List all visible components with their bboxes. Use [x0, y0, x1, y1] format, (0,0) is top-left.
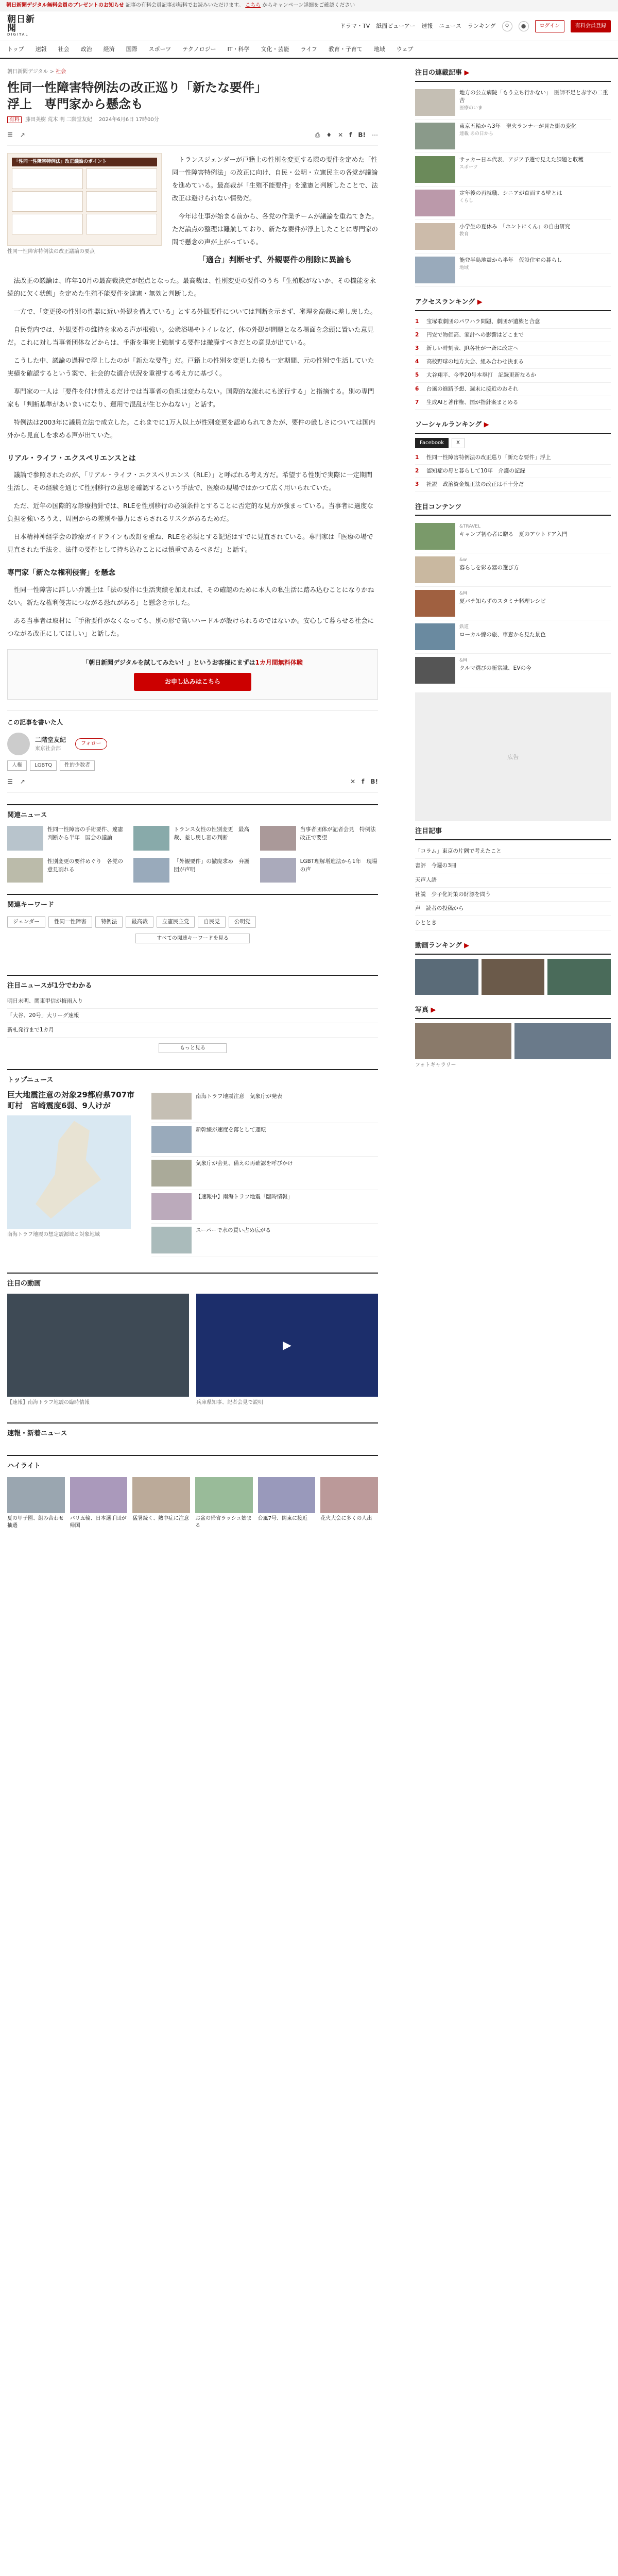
related-card[interactable]: トランス女性の性別変更 最高裁、差し戻し審の判断: [133, 826, 251, 851]
author-role: 東京社会部: [35, 745, 61, 752]
gallery-caption[interactable]: フォトギャラリー: [415, 1062, 456, 1068]
highlight-section: [7, 1455, 378, 1530]
list-item[interactable]: ひととき: [415, 916, 611, 930]
related-card[interactable]: 「外観要件」の撤廃求め 弁護団が声明: [133, 858, 251, 883]
news-line[interactable]: 「大谷、20号」大リーグ速報: [7, 1009, 378, 1023]
tab-x[interactable]: X: [452, 438, 465, 448]
topbar-link[interactable]: こちら: [245, 3, 261, 8]
hatena-icon[interactable]: B!: [358, 131, 366, 139]
ranking-item[interactable]: 7 生成AIと著作権、国が指針案まとめる: [415, 396, 611, 410]
publish-date: 2024年6月6日 17時00分: [98, 116, 159, 123]
tab-facebook[interactable]: Facebook: [415, 438, 449, 448]
social-item[interactable]: 3 社説 政治資金規正法の改正は不十分だ: [415, 478, 611, 492]
article-main: [7, 68, 378, 1530]
content-item[interactable]: &M クルマ選びの新常識、EVの今: [415, 654, 611, 687]
promo-topbar: [0, 0, 618, 11]
list-item[interactable]: 「コラム」東京の片隅で考えたこと: [415, 844, 611, 859]
user-icon[interactable]: ●: [519, 21, 529, 31]
figure-title: 「性同一性障害特例法」改正議論のポイント: [12, 158, 157, 166]
map-caption: 南海トラフ地震の想定震源域と対象地域: [7, 1232, 100, 1238]
nav-item[interactable]: スポーツ: [148, 46, 171, 53]
sidebar-heading: 動画ランキング ▶: [415, 941, 611, 955]
keyword-chip[interactable]: 特例法: [95, 916, 123, 928]
header-link[interactable]: 速報: [421, 22, 433, 29]
more-icon[interactable]: ⋯: [372, 131, 378, 139]
share-bar-bottom: [7, 777, 378, 792]
topbar-lead: 朝日新聞デジタル無料会員のプレゼントのお知らせ: [6, 3, 124, 8]
section-heading: 関連ニュース: [7, 811, 47, 819]
list-item[interactable]: 声 読者の投稿から: [415, 902, 611, 916]
related-card[interactable]: LGBT理解増進法から1年 現場の声: [260, 858, 378, 883]
nav-item[interactable]: トップ: [7, 46, 24, 53]
video-caption: 兵庫県知事、記者会見で説明: [196, 1400, 263, 1406]
header-links: [340, 20, 611, 32]
feature-item[interactable]: 地方の公立病院「もう立ち行かない」 医師不足と赤字の二重苦 医療のいま: [415, 86, 611, 120]
video-caption: 【速報】南海トラフ地震の臨時情報: [7, 1400, 90, 1406]
photo-card[interactable]: 花火大会に多くの人出: [320, 1477, 378, 1530]
article-figure[interactable]: [7, 153, 162, 256]
list-item[interactable]: 書評 今週の3冊: [415, 859, 611, 873]
header-link[interactable]: ニュース: [439, 22, 461, 29]
sidebar: [415, 68, 611, 1530]
keyword-chip[interactable]: 公明党: [229, 916, 256, 928]
article-subheading: 専門家「新たな権利侵害」を懸念: [7, 569, 115, 578]
nav-item[interactable]: IT・科学: [227, 46, 250, 53]
topbar-text: 記事の有料会員記事が無料でお読みいただけます。: [125, 3, 244, 8]
nav-item[interactable]: ウェブ: [396, 46, 414, 53]
latest-news: [7, 1422, 378, 1439]
nav-item[interactable]: 速報: [35, 46, 47, 53]
section-heading: 速報・新着ニュース: [7, 1430, 67, 1438]
article-paragraph: 自民党内では、外観要件の維持を求める声が根強い。公衆浴場やトイレなど、体の外観が問題となる場面を念頭に置いた意見だ。これに対し当事者団体などからは、手術を事実上強制する要件は撤廃すべきだとの意見が出ている。: [7, 325, 374, 346]
top-news-item[interactable]: スーパーで水の買い占め広がる: [151, 1224, 378, 1257]
list-item[interactable]: 社説 少子化対策の財源を問う: [415, 888, 611, 902]
site-header: [0, 11, 618, 41]
article-paragraph: 一方で、「変更後の性別の性器に近い外観を備えている」とする外観要件については判断を示さず、審理を高裁に差し戻した。: [13, 307, 377, 315]
topbar-tail: からキャンペーン詳細をご確認ください: [262, 3, 355, 8]
section-heading: 関連キーワード: [7, 901, 55, 909]
promo-text: 「朝日新聞デジタルを試してみたい！」というお客様にまずは1カ月間無料体験: [82, 658, 303, 666]
nav-item[interactable]: テクノロジー: [182, 46, 216, 53]
related-card[interactable]: 性同一性障害の手術要件、違憲判断から半年 国会の議論: [7, 826, 125, 851]
header-link[interactable]: ドラマ・TV: [340, 22, 370, 29]
facebook-icon[interactable]: f: [362, 778, 365, 786]
news-line[interactable]: 明日未明、関東甲信が梅雨入り: [7, 994, 378, 1009]
nav-item[interactable]: 経済: [103, 46, 115, 53]
promo-signup-button[interactable]: お申し込みはこちら: [134, 673, 251, 691]
global-nav: [0, 41, 618, 59]
figure-image: [7, 153, 162, 246]
content-item[interactable]: 鉄道 ローカル線の旅、車窓から見た景色: [415, 620, 611, 654]
keyword-chip[interactable]: 立憲民主党: [157, 916, 195, 928]
nav-item[interactable]: 政治: [80, 46, 92, 53]
author-tags: [7, 760, 378, 771]
featured-videos: [7, 1273, 378, 1407]
article-paragraph: ある当事者は取材に「手術要件がなくなっても、別の形で高いハードルが設けられるのではないか。安心して暮らせる社会につながる改正にしてほしい」と話した。: [7, 616, 374, 637]
figure-caption: 性同一性障害特例法の改正議論の要点: [7, 248, 95, 255]
top-news-item[interactable]: 新幹線が速度を落として運転: [151, 1123, 378, 1157]
article-paragraph: こうした中、議論の過程で浮上したのが「新たな要件」だ。戸籍上の性別を変更した後も一定期間、元の性別で生活していた実績を確認するという案で、社会的な適合状況を重視する考え方に基づく。: [7, 356, 374, 377]
author-box: [7, 710, 378, 771]
nav-item[interactable]: ライフ: [300, 46, 317, 53]
photo-card[interactable]: 台風7号、関東に接近: [258, 1477, 316, 1530]
top-news-item[interactable]: 【速報中】南海トラフ地震「臨時情報」: [151, 1190, 378, 1224]
gift-icon[interactable]: ♦: [326, 131, 332, 139]
feature-item[interactable]: サッカー日本代表、アジア予選で見えた課題と収穫 スポーツ: [415, 153, 611, 187]
follow-button[interactable]: フォロー: [75, 738, 107, 750]
content-item[interactable]: &w 暮らしを彩る器の選び方: [415, 553, 611, 587]
article-paragraph: 今年は仕事が始まる前から、各党の作業チームが議論を重ねてきた。ただ論点の整理は難航しており、新たな要件が浮上したことに専門家の間で懸念の声が上がっている。: [172, 212, 379, 246]
ranking-item[interactable]: 5 大谷翔平、今季20号本塁打 記録更新なるか: [415, 369, 611, 382]
site-logo[interactable]: [7, 15, 39, 37]
related-news: [7, 804, 378, 883]
article-paragraph: 議論で参照されたのが、「リアル・ライフ・エクスペリエンス（RLE）」と呼ばれる考え方だ。希望する性別で実際に一定期間生活し、その経験を通じて性別移行の意思を確認するという手法で、医療の現場ではかつて広く用いられていた。: [7, 471, 373, 492]
author-tag[interactable]: 性的少数者: [60, 760, 95, 771]
related-card[interactable]: 性別変更の要件めぐり 各党の意見割れる: [7, 858, 125, 883]
nav-item[interactable]: 教育・子育て: [328, 46, 363, 53]
bookmark-icon[interactable]: ☰: [7, 778, 13, 786]
video-thumb[interactable]: [415, 959, 478, 995]
article-paragraph: 性同一性障害に詳しい弁護士は「法の要件に生活実績を加えれば、その確認のために本人の私生活に踏み込むことになりかねない。新たな権利侵害につながる恐れがある」と懸念を示した。: [7, 585, 374, 606]
author-tag[interactable]: 人権: [7, 760, 27, 771]
social-item[interactable]: 1 性同一性障害特例法の改正巡り「新たな要件」浮上: [415, 451, 611, 465]
nav-item[interactable]: 文化・芸能: [261, 46, 289, 53]
video-thumb[interactable]: [547, 959, 611, 995]
photo-gallery: [415, 1023, 611, 1059]
top-news: [7, 1069, 378, 1258]
logo-en: DIGITAL: [7, 32, 29, 37]
sidebar-heading: 注目の連載記事 ▶: [415, 68, 611, 82]
search-icon[interactable]: ⚲: [502, 21, 512, 31]
header-link[interactable]: ランキング: [467, 22, 496, 29]
article-subheading: リアル・ライフ・エクスペリエンスとは: [7, 454, 136, 463]
author-name[interactable]: 二階堂友紀: [35, 736, 66, 743]
article-meta: [7, 116, 378, 124]
keyword-chip[interactable]: ジェンダー: [7, 916, 45, 928]
photo-card[interactable]: お盆の帰省ラッシュ始まる: [195, 1477, 253, 1530]
x-icon[interactable]: ✕: [350, 778, 356, 786]
avatar[interactable]: [7, 733, 30, 755]
article-paragraph: トランスジェンダーが戸籍上の性別を変更する際の要件を定めた「性同一性障害特例法」の改正に向け、自民・公明・立憲民主の各党が議論を進めている。最高裁が「生殖不能要件」を違憲と判断したことで、法改正は避けられない情勢だ。: [172, 155, 378, 202]
content-item[interactable]: &TRAVEL キャンプ初心者に贈る 夏のアウトドア入門: [415, 520, 611, 553]
photo-thumb[interactable]: [514, 1023, 611, 1059]
author-tag[interactable]: LGBTQ: [30, 760, 57, 771]
feature-item[interactable]: 東京五輪から3年 聖火ランナーが見た街の変化 連載 あの日から: [415, 120, 611, 153]
header-link[interactable]: 紙面ビューアー: [376, 22, 416, 29]
news-line[interactable]: 新札発行まで1カ月: [7, 1023, 378, 1038]
article-title: 性同一性障害特例法の改正巡り「新たな要件」浮上 専門家から懸念も: [7, 80, 267, 112]
ranking-item[interactable]: 1 宝塚歌劇団のパワハラ問題、劇団が遺族と合意: [415, 315, 611, 329]
video-ranking: [415, 959, 611, 995]
nav-item[interactable]: 社会: [58, 46, 70, 53]
feature-item[interactable]: 能登半島地震から半年 仮設住宅の暮らし 地域: [415, 253, 611, 287]
hatena-icon[interactable]: B!: [370, 778, 378, 786]
sidebar-heading: 注目記事: [415, 826, 611, 840]
social-item[interactable]: 2 認知症の母と暮らして10年 介護の記録: [415, 465, 611, 478]
breadcrumb: 朝日新聞デジタル > 社会: [7, 69, 66, 75]
social-tabs: [415, 438, 611, 448]
top-news-title[interactable]: 巨大地震注意の対象29都府県707市町村 宮崎震度6弱、9人けが: [7, 1090, 135, 1111]
photo-thumb[interactable]: [415, 1023, 511, 1059]
ranking-item[interactable]: 3 新しい時刻表、JR各社が一斉に改定へ: [415, 342, 611, 355]
top-news-item[interactable]: 気象庁が会見、備えの再確認を呼びかけ: [151, 1157, 378, 1190]
article-paragraph: 法改正の議論は、昨年10月の最高裁決定が起点となった。最高裁は、性別変更の要件のうち「生殖腺がないか、その機能を永続的に欠く状態」を定めた生殖不能要件を違憲・無効と判断した。: [7, 276, 376, 297]
pull-quote: 「適合」判断せず、外観要件の削除に異論も: [198, 255, 352, 264]
nav-item[interactable]: 地域: [373, 46, 385, 53]
photo-card[interactable]: パリ五輪、日本選手団が帰国: [70, 1477, 128, 1530]
quake-map[interactable]: [7, 1115, 131, 1229]
share-icon[interactable]: ↗: [20, 778, 25, 786]
top-news-item[interactable]: 南海トラフ地震注意 気象庁が発表: [151, 1090, 378, 1123]
facebook-icon[interactable]: f: [349, 131, 352, 139]
photo-card[interactable]: 夏の甲子園、組み合わせ抽選: [7, 1477, 65, 1530]
article-paragraph: 日本精神神経学会の診療ガイドラインも改訂を重ね、RLEを必須とする記述はすでに見直されている。専門家は「医療の場で見直された手法を、法律の要件として持ち込むことには慎重であるべきだ」と話す。: [7, 533, 373, 554]
trial-promo: [7, 649, 378, 700]
share-bar: [7, 130, 378, 146]
print-icon[interactable]: ⎙: [315, 131, 320, 139]
logo-jp: 朝日新聞: [7, 14, 35, 33]
section-heading: 注目ニュースが1分でわかる: [7, 981, 92, 990]
subscribe-button[interactable]: 有料会員登録: [571, 20, 611, 32]
author-heading: この記事を書いた人: [7, 719, 63, 726]
breadcrumb-item[interactable]: 社会: [56, 69, 66, 75]
ranking-item[interactable]: 4 高校野球の地方大会、組み合わせ決まる: [415, 355, 611, 369]
login-button[interactable]: ログイン: [535, 20, 565, 32]
video-thumb[interactable]: [482, 959, 545, 995]
photo-card[interactable]: 猛暑続く、熱中症に注意: [132, 1477, 190, 1530]
x-icon[interactable]: ✕: [338, 131, 344, 139]
section-heading: 注目の動画: [7, 1280, 41, 1288]
video-player[interactable]: ▶: [196, 1294, 378, 1397]
article-paragraph: ただ、近年の国際的な診療指針では、RLEを性別移行の必須条件とすることに否定的な見方が強まっている。当事者に過度な負担を強いるうえ、周囲からの差別や暴力にさらされるリスクがあるためだ。: [7, 502, 374, 523]
nav-item[interactable]: 国際: [126, 46, 138, 53]
related-keywords: [7, 894, 378, 943]
article-paragraph: 専門家の一人は「要件を付け替えるだけでは当事者の負担は変わらない。国際的な流れにも逆行する」と指摘する。別の専門家も「判断基準があいまいになり、運用で混乱が生じかねない」と話す。: [7, 387, 374, 408]
sidebar-heading: ソーシャルランキング ▶: [415, 420, 611, 434]
section-heading: ハイライト: [7, 1462, 41, 1470]
ranking-item[interactable]: 6 台風の進路予想、週末に接近のおそれ: [415, 383, 611, 396]
sidebar-heading: 注目コンテンツ: [415, 502, 611, 516]
sidebar-heading: アクセスランキング ▶: [415, 297, 611, 311]
paid-badge: 有料: [7, 116, 22, 123]
keyword-chip[interactable]: 最高裁: [126, 916, 153, 928]
related-card[interactable]: 当事者団体が記者会見 特例法改正で要望: [260, 826, 378, 851]
share-icon[interactable]: ↗: [20, 131, 25, 139]
all-keywords-button[interactable]: すべての関連キーワードを見る: [135, 934, 250, 943]
content-item[interactable]: &M 夏バテ知らずのスタミナ料理レシピ: [415, 587, 611, 620]
ad-banner[interactable]: 広告: [415, 692, 611, 821]
ranking-item[interactable]: 2 円安で物価高、家計への影響はどこまで: [415, 329, 611, 342]
one-minute-news: [7, 975, 378, 1054]
article-paragraph: 特例法は2003年に議員立法で成立した。これまでに1万人以上が性別変更を認められてきたが、要件の厳しさについては国内外から見直しを求める声が出ていた。: [7, 418, 375, 439]
feature-item[interactable]: 小学生の夏休み 「ホントにくん」の自由研究 教育: [415, 220, 611, 253]
bookmark-icon[interactable]: ☰: [7, 131, 13, 139]
video-player[interactable]: [7, 1294, 189, 1397]
more-button[interactable]: もっと見る: [159, 1043, 227, 1053]
keyword-chip[interactable]: 性同一性障害: [48, 916, 92, 928]
sidebar-heading: 写真 ▶: [415, 1005, 611, 1019]
breadcrumb-item[interactable]: 朝日新聞デジタル: [7, 69, 48, 75]
feature-item[interactable]: 定年後の再就職、シニアが直面する壁とは くらし: [415, 187, 611, 220]
keyword-chip[interactable]: 自民党: [198, 916, 226, 928]
section-heading: トップニュース: [7, 1076, 54, 1084]
list-item[interactable]: 天声人語: [415, 873, 611, 888]
author-line[interactable]: 藤田美樹 荒木 明 二階堂友紀: [25, 116, 92, 123]
